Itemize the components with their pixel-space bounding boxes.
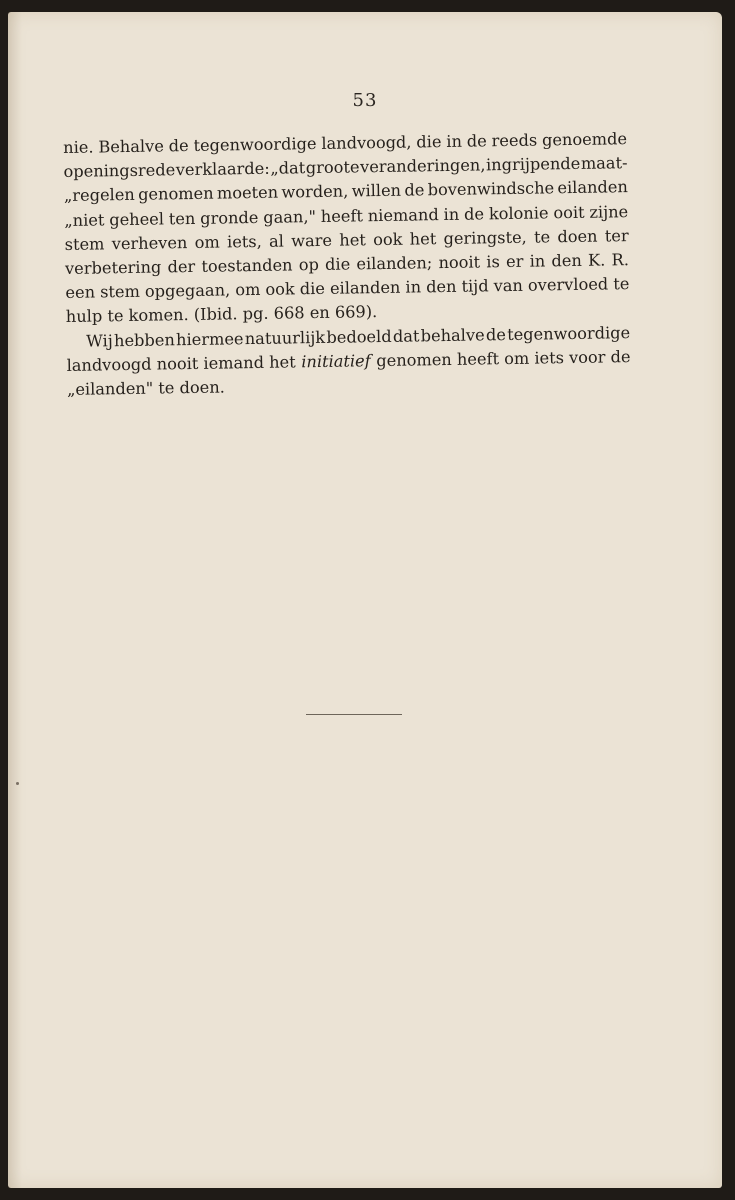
word: groote [305, 157, 360, 178]
word: geringste, [443, 227, 527, 248]
word: het [339, 230, 366, 250]
word: hiermee [175, 328, 244, 349]
section-divider [306, 714, 402, 715]
word: tegenwoordige [193, 134, 317, 155]
word: kolonie [488, 202, 549, 223]
word: toestanden [201, 255, 293, 276]
word: verbetering [64, 257, 162, 278]
word: ooit [553, 202, 585, 222]
word: landvoogd, [321, 132, 412, 153]
word: ook [372, 229, 403, 249]
word: om [194, 232, 220, 252]
word: eilanden [557, 177, 629, 198]
word: worden, [281, 181, 349, 202]
text-line: „eilanden" te doen. [66, 377, 225, 399]
word: willen [351, 181, 402, 201]
word: genomen [137, 184, 214, 205]
word: maat- [580, 153, 628, 174]
word: R. [611, 250, 630, 270]
word: op [298, 254, 319, 275]
word: iets, [226, 231, 262, 252]
word: die [299, 279, 326, 299]
text-segment: landvoogd nooit iemand het [66, 352, 296, 375]
word: bovenwindsche [427, 178, 555, 200]
word: Behalve [98, 136, 164, 157]
word: te [533, 227, 551, 247]
word: natuurlijk [244, 327, 326, 348]
word: die [416, 132, 442, 152]
word: behalve [420, 324, 485, 345]
word: den [425, 276, 457, 297]
page-number: 53 [352, 90, 378, 111]
word: gaan," [263, 206, 317, 227]
paper-speck [16, 782, 19, 785]
word: de [485, 324, 506, 344]
word: moeten [216, 183, 279, 203]
word: die [324, 254, 351, 274]
word: de [466, 131, 487, 151]
word: ingrijpende [485, 154, 581, 175]
word: der [167, 256, 196, 277]
word: in [529, 251, 546, 271]
word: er [505, 251, 524, 271]
word: in [443, 204, 460, 224]
word: tegenwoordige [506, 322, 631, 344]
text-line: hulp te komen. (Ibid. pg. 668 en 669). [65, 302, 378, 327]
word: bedoeld [326, 326, 392, 347]
word: zijne [589, 201, 629, 222]
word: opgegaan, [144, 280, 231, 301]
word: verklaarde: [175, 158, 270, 180]
word: ook [265, 279, 295, 299]
word: al [268, 231, 285, 251]
page-gutter-shadow [8, 12, 22, 1188]
word: ten [168, 208, 196, 228]
word: veranderingen, [359, 155, 486, 177]
word: den [551, 250, 582, 271]
word: openingsrede [63, 160, 176, 182]
word: niemand [367, 204, 439, 225]
word: ware [291, 230, 333, 251]
word: gronde [200, 207, 259, 228]
word: de [168, 136, 189, 156]
word: een [65, 282, 96, 303]
word: overvloed [527, 274, 609, 295]
paragraph-2 [66, 321, 631, 402]
word: de [404, 180, 425, 201]
word: doen [557, 226, 598, 246]
word: ter [604, 225, 629, 246]
word: om [235, 280, 261, 300]
text-segment: genomen heeft om iets voor de [376, 346, 631, 370]
word: nooit [438, 252, 481, 273]
word: hebben [113, 329, 175, 350]
word: geheel [109, 208, 165, 229]
word: K. [587, 250, 606, 270]
body-text [63, 127, 631, 402]
word: verheven [111, 232, 188, 253]
word: heeft [320, 205, 364, 226]
word: dat [392, 325, 420, 346]
word: te [613, 274, 630, 294]
book-page [8, 12, 722, 1188]
word: „niet [64, 209, 105, 230]
paragraph-1 [63, 127, 630, 329]
italic-term: initiatief [301, 350, 371, 371]
word: stem [64, 234, 105, 254]
word: van [493, 275, 524, 296]
word: Wij [86, 330, 113, 351]
word: nie. [63, 137, 94, 157]
word: het [409, 228, 437, 249]
word: eilanden; [356, 253, 433, 274]
word: „regelen [63, 185, 135, 206]
word: stem [99, 281, 141, 302]
word: reeds [491, 130, 538, 151]
word: de [463, 203, 485, 224]
word: eilanden [329, 277, 401, 298]
word: „dat [270, 158, 306, 178]
word: genoemde [541, 129, 628, 150]
word: is [486, 252, 500, 272]
word: in [446, 131, 463, 151]
word: tijd [461, 276, 489, 296]
word: in [405, 277, 422, 297]
